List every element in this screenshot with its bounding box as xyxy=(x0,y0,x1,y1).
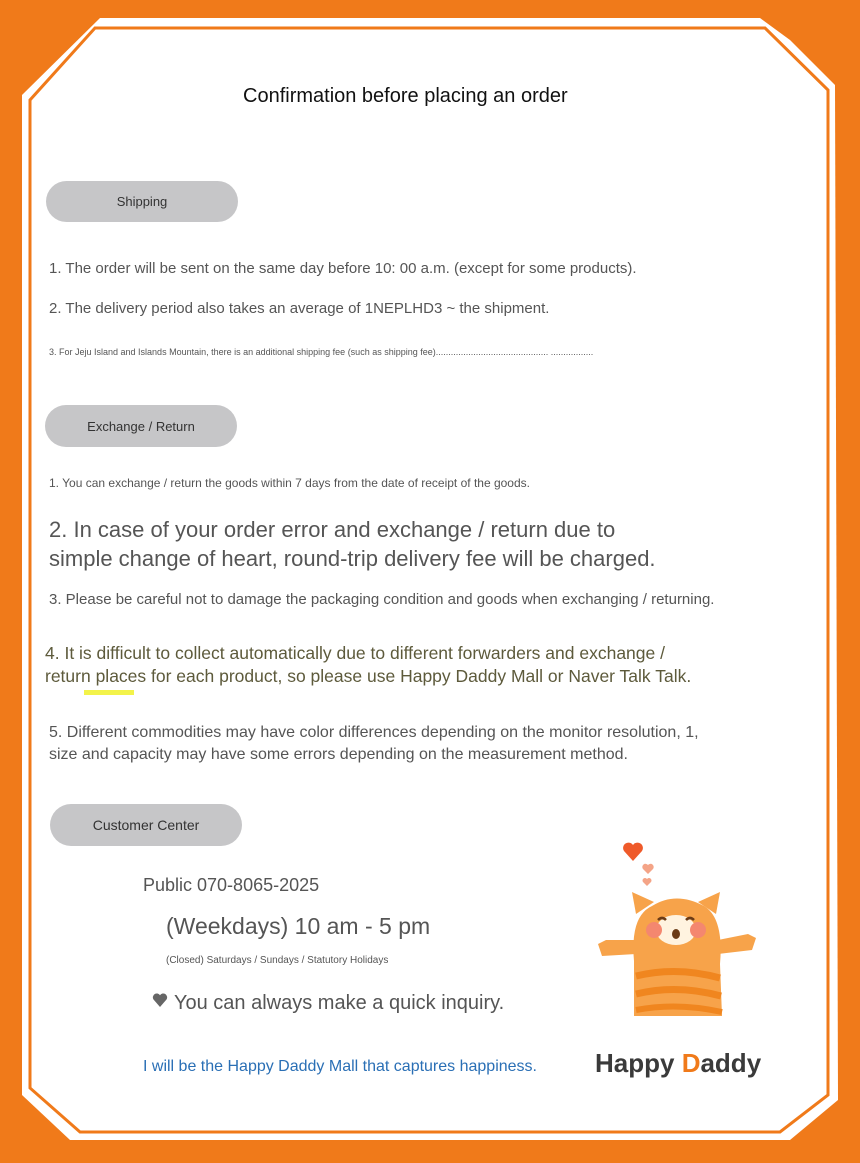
inquiry-note: You can always make a quick inquiry. xyxy=(174,992,505,1014)
heart-icon xyxy=(152,992,168,1008)
exchange-line-5b: size and capacity may have some errors depending on the measurement method. xyxy=(49,746,628,763)
happy-daddy-logo xyxy=(595,1048,761,1079)
phone-number: Public 070-8065-2025 xyxy=(143,875,320,895)
logo-text-addy: addy xyxy=(700,1048,762,1078)
shipping-line-3: 3. For Jeju Island and Islands Mountain, there is an additional shipping fee (such as shipping fee)............................................. ................. xyxy=(49,347,594,357)
shipping-line-2: 2. The delivery period also takes an average of 1NEPLHD3 ~ the shipment. xyxy=(49,300,550,317)
exchange-line-2a: 2. In case of your order error and exchange / return due to xyxy=(49,517,616,542)
logo-text-happy: Happy xyxy=(595,1048,682,1078)
page-title: Confirmation before placing an order xyxy=(243,85,568,107)
exchange-line-3: 3. Please be careful not to damage the packaging condition and goods when exchanging / returning. xyxy=(49,591,715,608)
cat-mascot-illustration xyxy=(592,836,762,1022)
slogan: I will be the Happy Daddy Mall that captures happiness. xyxy=(143,1058,537,1075)
customer-section-label: Customer Center xyxy=(50,804,242,846)
logo-letter-d: D xyxy=(681,1048,701,1078)
exchange-line-4a: 4. It is difficult to collect automatically due to different forwarders and exchange / xyxy=(45,643,665,663)
shipping-line-1: 1. The order will be sent on the same day before 10: 00 a.m. (except for some products). xyxy=(49,260,637,277)
exchange-line-4b: return places for each product, so please use Happy Daddy Mall or Naver Talk Talk. xyxy=(45,666,692,686)
exchange-line-1: 1. You can exchange / return the goods within 7 days from the date of receipt of the goods. xyxy=(49,476,530,490)
business-hours: (Weekdays) 10 am - 5 pm xyxy=(166,913,431,939)
exchange-section-label: Exchange / Return xyxy=(45,405,237,447)
exchange-line-5a: 5. Different commodities may have color differences depending on the monitor resolution, 1, xyxy=(49,724,699,741)
closed-days: (Closed) Saturdays / Sundays / Statutory Holidays xyxy=(166,955,389,966)
exchange-line-2b: simple change of heart, round-trip delivery fee will be charged. xyxy=(49,546,656,571)
highlight-mark xyxy=(84,690,134,695)
shipping-section-label: Shipping xyxy=(46,181,238,222)
